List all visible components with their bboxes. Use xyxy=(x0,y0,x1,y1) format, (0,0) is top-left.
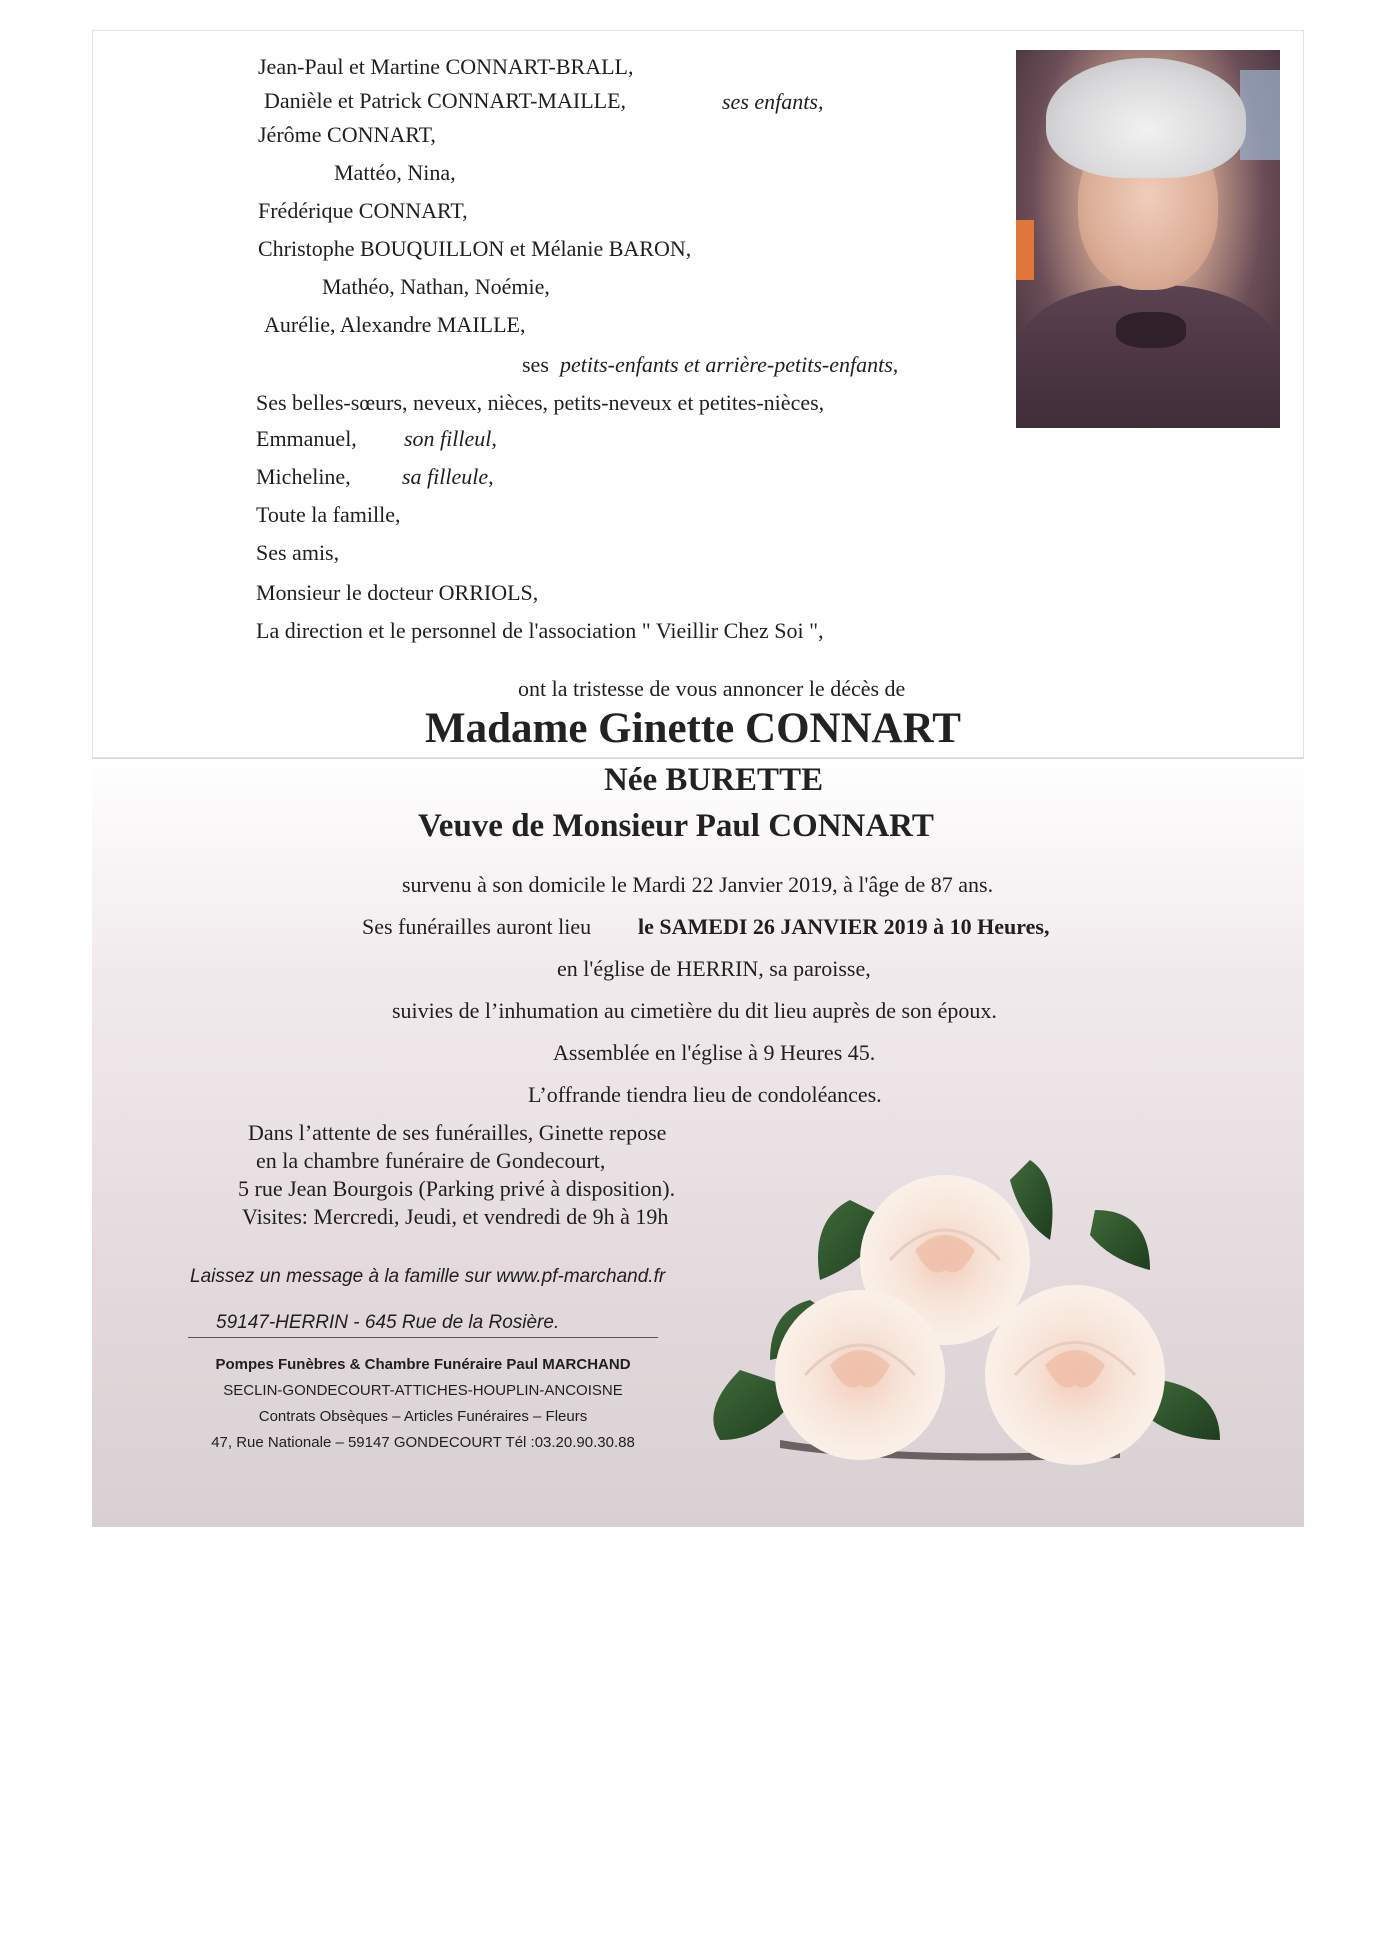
footer-company: Pompes Funèbres & Chambre Funéraire Paul MARCHAND xyxy=(215,1356,631,1373)
family-line-11: Ses amis, xyxy=(256,540,340,565)
family-line-3: Jérôme CONNART, xyxy=(258,122,436,147)
family-line-2: Danièle et Patrick CONNART-MAILLE, xyxy=(264,88,627,113)
offering-note: L’offrande tiendra lieu de condoléances. xyxy=(528,1082,882,1107)
funeral-prefix: Ses funérailles auront lieu xyxy=(362,914,592,939)
family-line-13: La direction et le personnel de l'association " Vieillir Chez Soi ", xyxy=(256,618,824,643)
roses-illustration xyxy=(700,1140,1260,1470)
rest-line-3: 5 rue Jean Bourgois (Parking privé à disposition). xyxy=(238,1176,676,1201)
funeral-date: le SAMEDI 26 JANVIER 2019 à 10 Heures, xyxy=(638,914,1050,939)
family-line-6: Christophe BOUQUILLON et Mélanie BARON, xyxy=(258,236,692,261)
footer-divider xyxy=(188,1337,658,1338)
rose-left xyxy=(775,1290,945,1460)
rest-line-4: Visites: Mercredi, Jeudi, et vendredi de 9h à 19h xyxy=(242,1204,669,1229)
burial-details: suivies de l’inhumation au cimetière du dit lieu auprès de son époux. xyxy=(392,998,997,1023)
family-line-9: Ses belles-sœurs, neveux, nièces, petits-neveux et petites-nièces, xyxy=(256,390,825,415)
footer-towns: SECLIN-GONDECOURT-ATTICHES-HOUPLIN-ANCOISNE xyxy=(223,1382,623,1399)
rose-right xyxy=(985,1285,1165,1465)
family-line-5: Frédérique CONNART, xyxy=(258,198,468,223)
grandchildren-label: petits-enfants et arrière-petits-enfants, xyxy=(560,352,899,377)
rest-line-2: en la chambre funéraire de Gondecourt, xyxy=(256,1148,606,1173)
widow-of: Veuve de Monsieur Paul CONNART xyxy=(418,808,934,844)
family-line-1: Jean-Paul et Martine CONNART-BRALL, xyxy=(258,54,634,79)
death-details: survenu à son domicile le Mardi 22 Janvier 2019, à l'âge de 87 ans. xyxy=(402,872,994,897)
godson-name: Emmanuel, xyxy=(256,426,357,451)
message-address: 59147-HERRIN - 645 Rue de la Rosière. xyxy=(216,1312,560,1333)
fold-line xyxy=(92,758,1304,759)
assembly-time: Assemblée en l'église à 9 Heures 45. xyxy=(553,1040,876,1065)
family-line-12: Monsieur le docteur ORRIOLS, xyxy=(256,580,539,605)
goddaughter-label: sa filleule, xyxy=(402,464,494,489)
children-label: ses enfants, xyxy=(722,89,824,114)
goddaughter-name: Micheline, xyxy=(256,464,351,489)
birth-name: Née BURETTE xyxy=(604,762,824,798)
footer-address: 47, Rue Nationale – 59147 GONDECOURT Tél :03.20.90.30.88 xyxy=(211,1434,635,1451)
family-line-7: Mathéo, Nathan, Noémie, xyxy=(322,274,550,299)
announcement-intro: ont la tristesse de vous annoncer le décès de xyxy=(518,676,906,701)
family-line-4: Mattéo, Nina, xyxy=(334,160,456,185)
church-details: en l'église de HERRIN, sa paroisse, xyxy=(557,956,871,981)
message-website: Laissez un message à la famille sur www.pf-marchand.fr xyxy=(190,1266,666,1287)
deceased-name: Madame Ginette CONNART xyxy=(425,705,961,752)
family-line-10: Toute la famille, xyxy=(256,502,401,527)
grandchildren-prefix: ses xyxy=(522,352,549,377)
footer-services: Contrats Obsèques – Articles Funéraires – Fleurs xyxy=(258,1408,588,1425)
family-line-8: Aurélie, Alexandre MAILLE, xyxy=(264,312,526,337)
godson-label: son filleul, xyxy=(404,426,497,451)
portrait-photo xyxy=(1016,50,1280,428)
rest-line-1: Dans l’attente de ses funérailles, Ginette repose xyxy=(248,1120,667,1145)
